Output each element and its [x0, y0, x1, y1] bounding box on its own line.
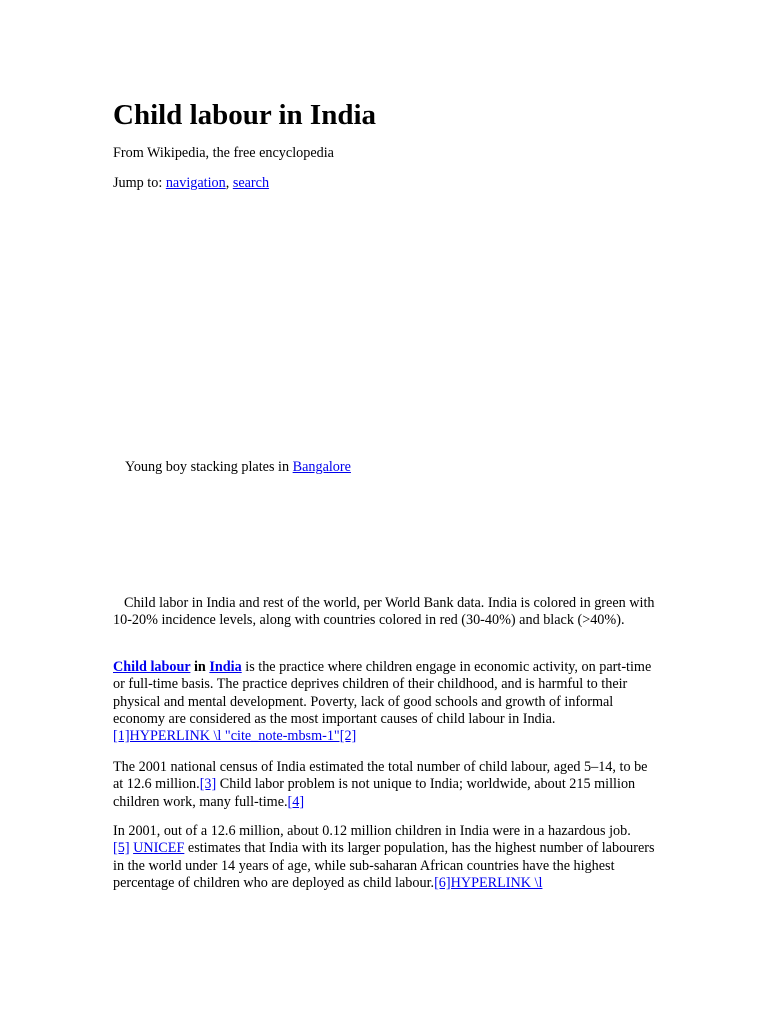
census-paragraph: [113, 759, 658, 811]
figure-caption-1: [125, 459, 351, 476]
citation-link-5[interactable]: [5]: [113, 840, 130, 857]
citation-link-6[interactable]: [6]HYPERLINK \l: [434, 874, 543, 891]
child-labour-link[interactable]: Child labour: [113, 659, 191, 675]
citation-link-4[interactable]: [4]: [287, 793, 305, 810]
figure-caption-2: Child labor in India and rest of the world, per World Bank data. India is colored in green with 10-20% incidence levels, along with countries colored in red (30-40%) and black (>40%).: [113, 595, 655, 629]
unicef-link[interactable]: UNICEF: [133, 840, 185, 857]
india-link[interactable]: India: [209, 659, 242, 675]
figure-image-placeholder: [113, 200, 653, 450]
search-link[interactable]: search: [232, 175, 270, 191]
intro-text: is the practice where children engage in economic activity, on part-time or full-time basis. The practice deprives children of their childhood, and is harmful to their physical and mental development. Poverty, lack of good schools and growth of informal economy are considered as the most important causes of child labour in India.: [113, 659, 652, 727]
caption-text: Young boy stacking plates in: [125, 459, 293, 475]
hazard-text-1: In 2001, out of a 12.6 million, about 0.12 million children in India were in a hazardous job.: [113, 823, 631, 839]
bangalore-link[interactable]: Bangalore: [292, 459, 351, 475]
map-image-placeholder: [113, 485, 653, 590]
page-title: Child labour in India: [113, 99, 377, 131]
navigation-link[interactable]: navigation: [165, 175, 226, 191]
jump-separator: ,: [225, 175, 233, 191]
in-text: in: [190, 659, 210, 675]
jump-to-bar: [113, 175, 269, 192]
intro-paragraph: [113, 659, 658, 745]
citation-link-1-2[interactable]: [1]HYPERLINK \l "cite_note-mbsm-1"[2]: [113, 728, 357, 745]
jump-to-label: Jump to:: [113, 175, 166, 191]
citation-link-3[interactable]: [3]: [199, 776, 217, 793]
hazard-paragraph: [113, 823, 658, 892]
census-text-1: The 2001 national census of India estimated the total number of child labour, aged 5–14, to be at 12.6 million.: [113, 759, 648, 793]
hazard-text-2: estimates that India with its larger population, has the highest number of labourers in the world under 14 years of age, while sub-saharan African countries have the highest percentage of children who are deployed as child labour.: [113, 840, 655, 891]
tagline: From Wikipedia, the free encyclopedia: [113, 145, 334, 161]
census-text-2: Child labor problem is not unique to India; worldwide, about 215 million children work, many full-time.: [113, 776, 636, 810]
